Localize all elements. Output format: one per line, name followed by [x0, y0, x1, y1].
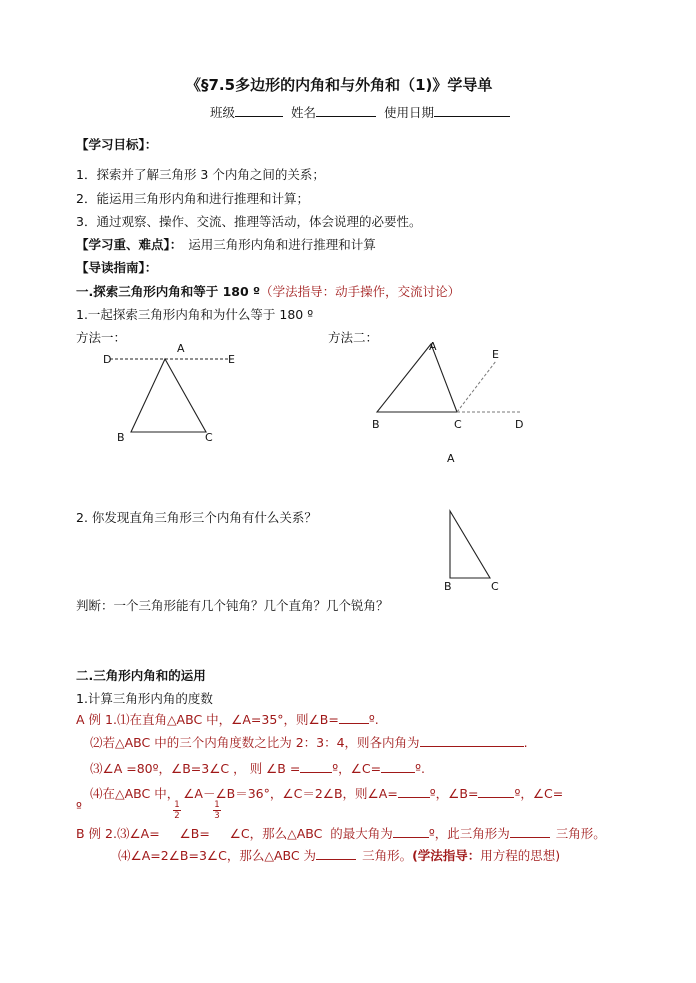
section2-title: 二.三角形内角和的运用	[76, 668, 206, 683]
fig2-label-c: C	[454, 418, 462, 431]
fraction-third-den: 3	[214, 811, 220, 821]
example-a4-line	[90, 785, 563, 802]
question-2: 2. 你发现直角三角形三个内角有什么关系？	[76, 510, 317, 525]
fig3-label-c: C	[491, 580, 499, 593]
section1-title: 一.探索三角形内角和等于 180 º	[76, 284, 261, 299]
example-a1-end: º.	[368, 712, 379, 727]
name-label: 姓名	[291, 105, 317, 120]
example-a3-text-1: ⑶∠A =80º，∠B=3∠C ， 则 ∠B =	[90, 761, 301, 776]
fraction-half-den: 2	[174, 811, 180, 821]
example-a4-text-1: ⑷在△ABC 中， ∠A－∠B＝36°，∠C＝2∠B，则∠A=	[90, 786, 398, 801]
stray-label-a: A	[447, 452, 455, 465]
fig1-label-e: E	[228, 353, 235, 366]
example-b2-text-2: º，此三角形为	[428, 826, 510, 841]
answer-blank-b2-max	[393, 825, 429, 838]
example-a4-tail: º	[76, 799, 82, 814]
example-b4-line	[118, 847, 560, 864]
keypoints-heading: 【学习重、难点】：	[76, 237, 183, 252]
answer-blank-b2-type	[510, 825, 550, 838]
example-a3-text-3: º.	[415, 761, 425, 776]
fig1-label-a: A	[177, 342, 185, 355]
objective-item-3: 3．通过观察、操作、交流、推理等活动，体会说理的必要性。	[76, 214, 422, 229]
fig3-label-b: B	[444, 580, 452, 593]
fig1-label-d: D	[103, 353, 112, 366]
answer-blank-a4-a	[398, 785, 430, 798]
example-a1-text: ⑴在直角△ABC 中，∠A=35°，则∠B=	[116, 712, 339, 727]
example-a3-line	[90, 760, 425, 777]
answer-blank-a2	[420, 734, 524, 747]
example-a2-text: ⑵若△ABC 中的三个内角度数之比为 2：3：4，则各内角为	[90, 735, 420, 750]
example-b4-hint-label: (学法指导：	[412, 848, 481, 863]
class-label: 班级	[210, 105, 236, 120]
objectives-heading: 【学习目标】：	[76, 137, 158, 152]
example-a2-line	[90, 734, 528, 751]
example-b2-text-3: 三角形。	[555, 826, 606, 841]
example-a4-text-3: º，∠C=	[514, 786, 564, 801]
answer-blank-a4-b	[478, 785, 514, 798]
objective-item-2: 2．能运用三角形内角和进行推理和计算；	[76, 191, 309, 206]
answer-blank-a3-c	[381, 760, 415, 773]
guide-heading: 【导读指南】：	[76, 260, 158, 275]
fig2-label-d: D	[515, 418, 524, 431]
answer-blank-b4	[316, 847, 356, 860]
fig1-label-c: C	[205, 431, 213, 444]
section2-subtitle: 1.计算三角形内角的度数	[76, 691, 213, 706]
answer-blank-a1	[339, 711, 369, 724]
fig2-label-e: E	[492, 348, 499, 361]
method-2-label: 方法二：	[328, 330, 379, 345]
fraction-third-num: 1	[214, 800, 220, 810]
fraction-one-half	[173, 801, 181, 821]
objective-item-1: 1．探索并了解三角形 3 个内角之间的关系；	[76, 167, 325, 182]
answer-blank-a3-b	[300, 760, 332, 773]
example-b4-hint-text: 用方程的思想)	[480, 848, 561, 863]
keypoints-text: 运用三角形内角和进行推理和计算	[188, 237, 376, 252]
example-b4-text-2: 三角形。	[362, 848, 413, 863]
page-title: 《§7.5多边形的内角和与外角和（1)》学导单	[186, 76, 493, 94]
fraction-one-third	[213, 801, 221, 821]
example-b2-text-1: B 例 2.⑶∠A= ∠B= ∠C，那么△ABC 的最大角为	[76, 826, 393, 841]
fig2-label-b: B	[372, 418, 380, 431]
fig2-label-a: A	[429, 340, 437, 353]
question-1: 1.一起探索三角形内角和为什么等于 180 º	[76, 307, 314, 322]
example-a3-text-2: º，∠C=	[332, 761, 382, 776]
example-a1-line	[76, 711, 379, 728]
method-1-label: 方法一：	[76, 330, 127, 345]
date-label: 使用日期	[384, 105, 435, 120]
example-b2-line	[76, 825, 606, 842]
example-b4-text-1: ⑷∠A=2∠B=3∠C，那么△ABC 为	[118, 848, 317, 863]
judge-question: 判断：一个三角形能有几个钝角？几个直角？几个锐角？	[76, 598, 389, 613]
example-a4-text-2: º，∠B=	[429, 786, 479, 801]
section1-hint: （学法指导：动手操作，交流讨论）	[260, 284, 461, 299]
fig1-label-b: B	[117, 431, 125, 444]
example-a1-prefix: A 例 1.	[76, 712, 117, 727]
example-a2-end: .	[523, 735, 528, 750]
fraction-half-num: 1	[174, 800, 180, 810]
